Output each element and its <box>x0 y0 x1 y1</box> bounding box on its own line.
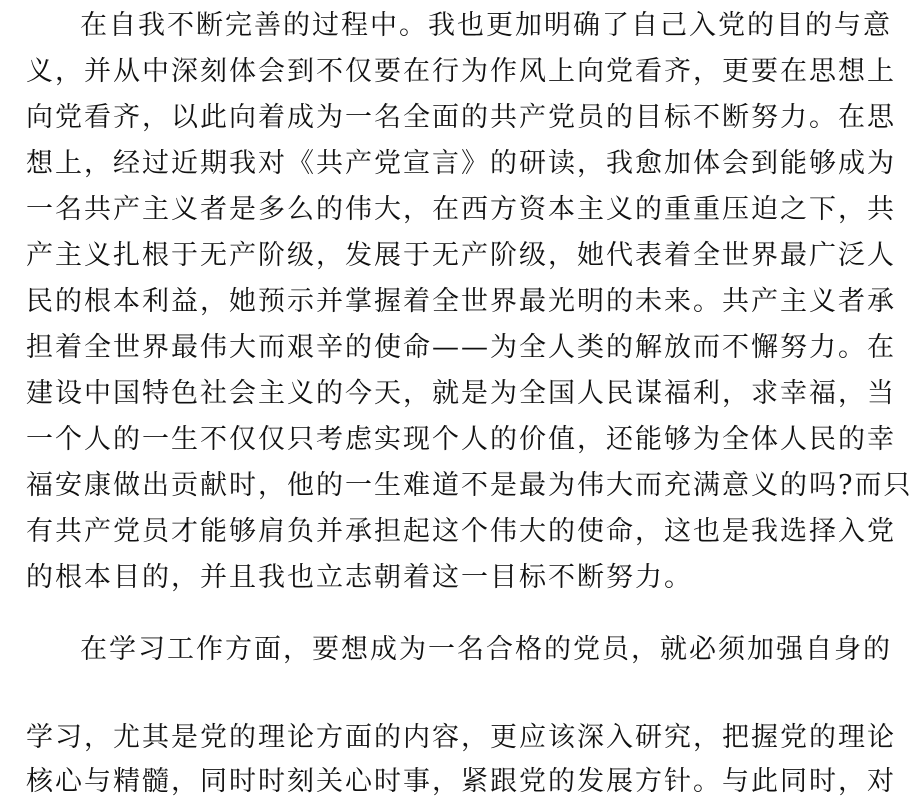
text-line: 想上，经过近期我对《共产党宣言》的研读，我愈加体会到能够成为 <box>26 148 896 179</box>
text-line: 向党看齐，以此向着成为一名全面的共产党员的目标不断努力。在思 <box>26 102 896 133</box>
text-line: 福安康做出贡献时，他的一生难道不是最为伟大而充满意义的吗?而只 <box>26 470 912 501</box>
text-line: 一名共产主义者是多么的伟大，在西方资本主义的重重压迫之下，共 <box>26 194 896 225</box>
text-line: 一个人的一生不仅仅只考虑实现个人的价值，还能够为全体人民的幸 <box>26 424 896 455</box>
text-line: 产主义扎根于无产阶级，发展于无产阶级，她代表着全世界最广泛人 <box>26 240 896 271</box>
text-line: 义，并从中深刻体会到不仅要在行为作风上向党看齐，更要在思想上 <box>26 56 896 87</box>
text-line: 在学习工作方面，要想成为一名合格的党员，就必须加强自身的 <box>80 634 892 665</box>
text-line: 的根本目的，并且我也立志朝着这一目标不断努力。 <box>26 562 693 593</box>
text-line: 担着全世界最伟大而艰辛的使命——为全人类的解放而不懈努力。在 <box>26 332 896 363</box>
text-line: 建设中国特色社会主义的今天，就是为全国人民谋福利，求幸福，当 <box>26 378 896 409</box>
text-line: 学习，尤其是党的理论方面的内容，更应该深入研究，把握党的理论 <box>26 722 896 753</box>
text-line: 民的根本利益，她预示并掌握着全世界最光明的未来。共产主义者承 <box>26 286 896 317</box>
text-line: 核心与精髓，同时时刻关心时事，紧跟党的发展方针。与此同时，对 <box>26 766 896 797</box>
text-line: 有共产党员才能够肩负并承担起这个伟大的使命，这也是我选择入党 <box>26 516 896 547</box>
text-line: 在自我不断完善的过程中。我也更加明确了自己入党的目的与意 <box>80 10 892 41</box>
